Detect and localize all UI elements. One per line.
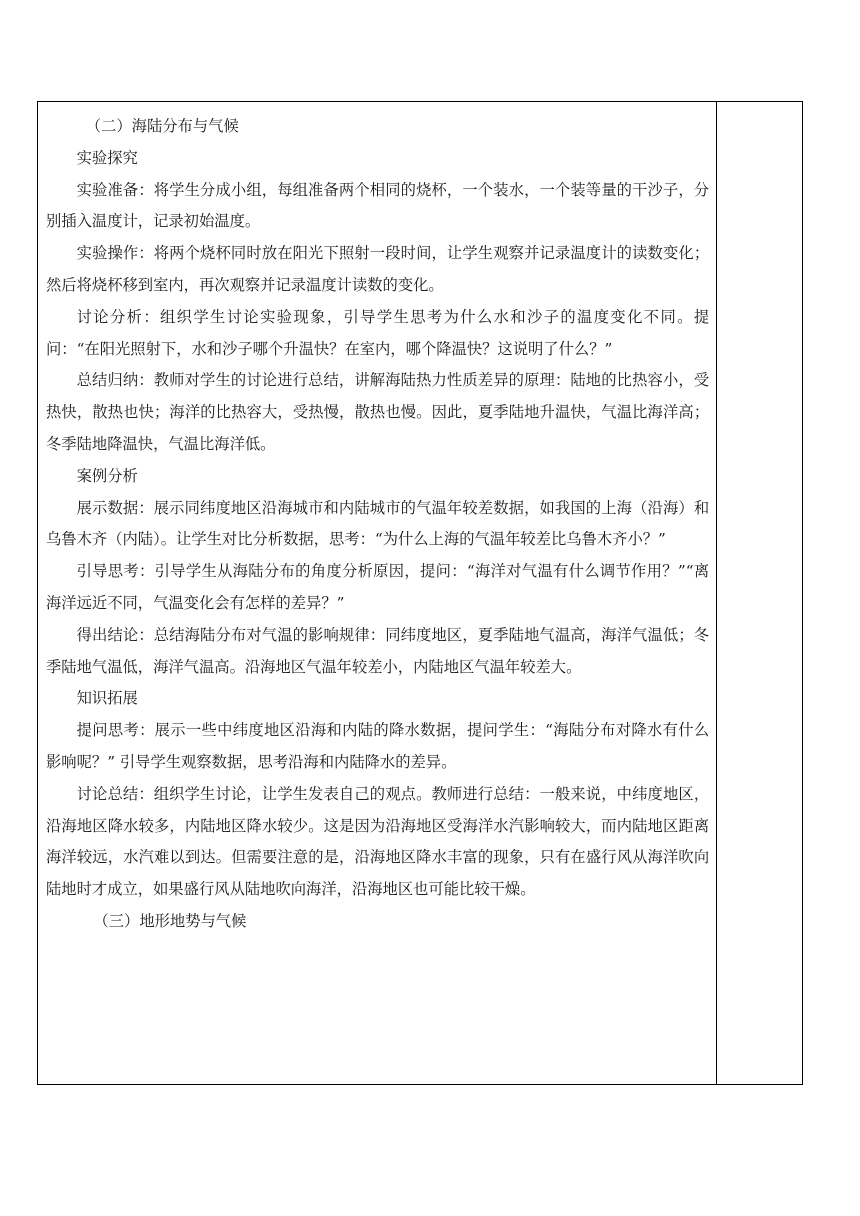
lesson-plan-table	[37, 101, 803, 1085]
notes-cell	[717, 102, 803, 1085]
paragraph-summary: 总结归纳：教师对学生的讨论进行总结，讲解海陆热力性质差异的原理：陆地的比热容小，受热快，散热也快；海洋的比热容大，受热慢，散热也慢。因此，夏季陆地升温快，气温比海洋高；冬季陆地降温快，气温比海洋低。	[46, 371, 710, 453]
content-cell	[38, 102, 717, 1085]
subheading-experiment: 实验探究	[76, 148, 138, 167]
section-heading-terrain: （三）地形地势与气候	[93, 911, 247, 930]
section-heading-land-sea: （二）海陆分布与气候	[85, 117, 239, 135]
paragraph-conclusion: 得出结论：总结海陆分布对气温的影响规律：同纬度地区，夏季陆地气温高，海洋气温低；冬季陆地气温低，海洋气温高。沿海地区气温年较差小，内陆地区气温年较差大。	[46, 625, 710, 676]
paragraph-experiment-operation: 实验操作：将两个烧杯同时放在阳光下照射一段时间，让学生观察并记录温度计的读数变化；然后将烧杯移到室内，再次观察并记录温度计读数的变化。	[46, 244, 710, 294]
paragraph-guided-thinking: 引导思考：引导学生从海陆分布的角度分析原因，提问：“海洋对气温有什么调节作用？”“离海洋远近不同，气温变化会有怎样的差异？”	[46, 562, 710, 612]
content-body	[38, 102, 716, 938]
paragraph-question-thinking: 提问思考：展示一些中纬度地区沿海和内陆的降水数据，提问学生：“海陆分布对降水有什么影响呢？” 引导学生观察数据，思考沿海和内陆降水的差异。	[46, 721, 710, 771]
paragraph-discussion-summary: 讨论总结：组织学生讨论，让学生发表自己的观点。教师进行总结：一般来说，中纬度地区，沿海地区降水较多，内陆地区降水较少。这是因为沿海地区受海洋水汽影响较大，而内陆地区距离海洋较远，水汽难以到达。但需要注意的是，沿海地区降水丰富的现象，只有在盛行风从海洋吹向陆地时才成立，如果盛行风从陆地吹向海洋，沿海地区也可能比较干燥。	[46, 784, 710, 899]
paragraph-show-data: 展示数据：展示同纬度地区沿海城市和内陆城市的气温年较差数据，如我国的上海（沿海）和乌鲁木齐（内陆）。让学生对比分析数据，思考：“为什么上海的气温年较差比乌鲁木齐小？”	[46, 498, 710, 549]
paragraph-experiment-preparation: 实验准备：将学生分成小组，每组准备两个相同的烧杯，一个装水，一个装等量的干沙子，分别插入温度计，记录初始温度。	[46, 180, 710, 231]
paragraph-discussion-analysis: 讨论分析：组织学生讨论实验现象，引导学生思考为什么水和沙子的温度变化不同。提问：“在阳光照射下，水和沙子哪个升温快？在室内，哪个降温快？这说明了什么？”	[46, 307, 710, 358]
subheading-case-analysis: 案例分析	[76, 466, 138, 485]
subheading-knowledge-extension: 知识拓展	[76, 689, 138, 708]
